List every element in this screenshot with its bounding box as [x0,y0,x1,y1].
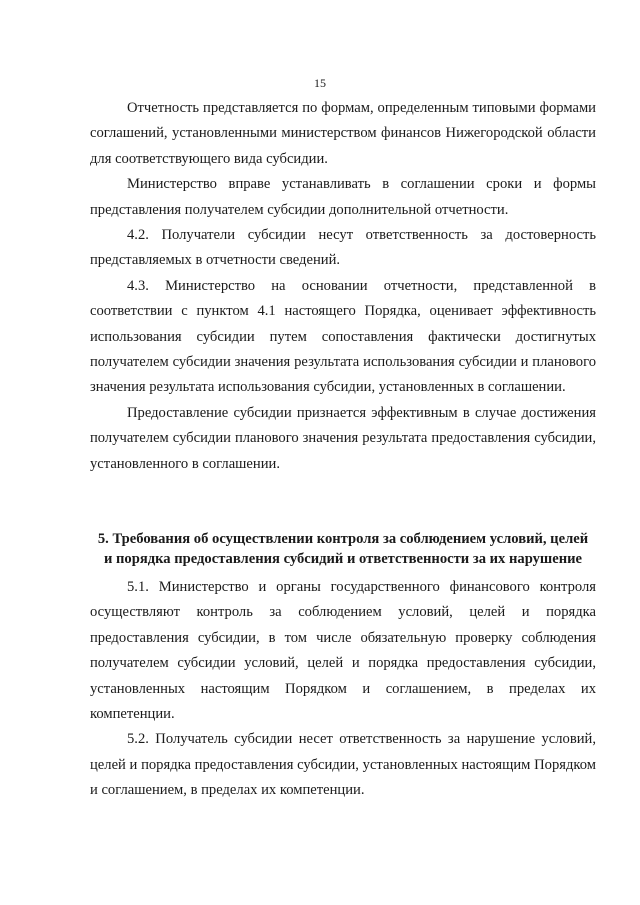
paragraph-5-2: 5.2. Получатель субсидии несет ответственность за нарушение условий, целей и порядка предоставления субсидии, установленных настоящим Порядком и соглашением, в пределах их компетенции. [90,731,596,799]
section5-heading-line2: и порядка предоставления субсидий и ответственности за их нарушение [103,551,583,567]
paragraph-4-2: 4.2. Получатели субсидии несут ответственность за достоверность представляемых в отчетности сведений. [90,227,596,269]
page-number: 15 [314,76,326,90]
section5-heading-line1: 5. Требования об осуществлении контроля за соблюдением условий, целей [97,531,589,547]
section5-heading [90,529,596,569]
section4-body [90,96,596,477]
section5-body [90,575,596,804]
paragraph-5-1: 5.1. Министерство и органы государственного финансового контроля осуществляют контроль за соблюдением условий, целей и порядка предоставления субсидии, в том числе обязательную проверку соблюдения получателем субсидии условий, целей и порядка предоставления субсидии, установленных настоящим Порядком и соглашением, в пределах их компетенции. [90,579,596,723]
paragraph-effectiveness: Предоставление субсидии признается эффективным в случае достижения получателем субсидии планового значения результата предоставления субсидии, установленного в соглашении. [90,404,596,472]
paragraph-reporting-forms: Отчетность представляется по формам, определенным типовыми формами соглашений, установленными министерством финансов Нижегородской области для соответствующего вида субсидии. [90,100,596,167]
paragraph-additional-reporting: Министерство вправе устанавливать в соглашении сроки и формы представления получателем субсидии дополнительной отчетности. [90,176,596,218]
paragraph-4-3: 4.3. Министерство на основании отчетности, представленной в соответствии с пунктом 4.1 настоящего Порядка, оценивает эффективность использования субсидии путем сопоставления фактически достигнутых получателем субсидии значения результата использования субсидии и планового значения результата использования субсидии, установленных в соглашении. [90,277,596,396]
